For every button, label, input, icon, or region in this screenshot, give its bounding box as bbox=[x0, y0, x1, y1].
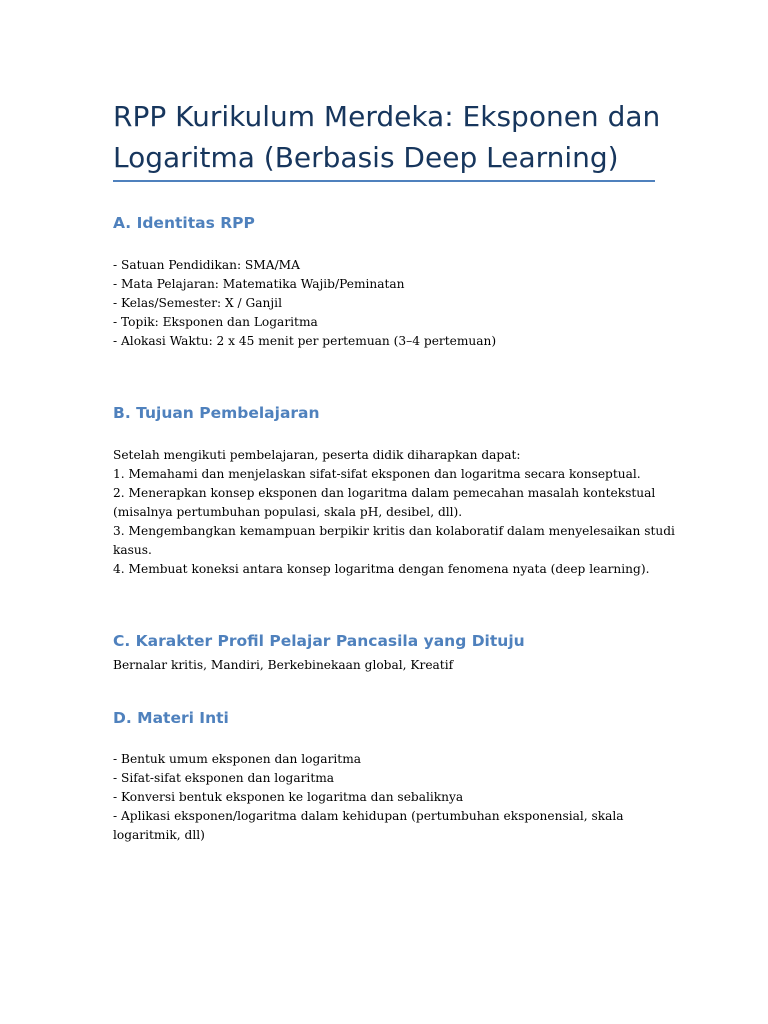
title-line-2: Logaritma (Berbasis Deep Learning) bbox=[113, 141, 619, 174]
text-line: 2. Menerapkan konsep eksponen dan logaritma dalam pemecahan masalah kontekstual bbox=[113, 486, 656, 500]
text-line: 1. Memahami dan menjelaskan sifat-sifat eksponen dan logaritma secara konseptual. bbox=[113, 467, 641, 481]
text-line: - Topik: Eksponen dan Logaritma bbox=[113, 315, 318, 329]
text-line: - Konversi bentuk eksponen ke logaritma dan sebaliknya bbox=[113, 790, 464, 804]
section-heading-identitas: A. Identitas RPP bbox=[113, 214, 255, 232]
text-line: Setelah mengikuti pembelajaran, peserta didik diharapkan dapat: bbox=[113, 448, 521, 462]
text-line: (misalnya pertumbuhan populasi, skala pH, desibel, dll). bbox=[113, 505, 463, 519]
section-body-tujuan bbox=[113, 446, 675, 579]
section-heading-materi: D. Materi Inti bbox=[113, 709, 229, 727]
text-line: logaritmik, dll) bbox=[113, 828, 205, 842]
section-body-materi bbox=[113, 750, 658, 845]
text-line: - Aplikasi eksponen/logaritma dalam kehidupan (pertumbuhan eksponensial, skala bbox=[113, 809, 624, 823]
section-body-identitas bbox=[113, 256, 658, 351]
text-line: - Kelas/Semester: X / Ganjil bbox=[113, 296, 282, 310]
title-divider bbox=[113, 180, 655, 182]
text-line: - Alokasi Waktu: 2 x 45 menit per pertemuan (3–4 pertemuan) bbox=[113, 334, 497, 348]
text-line: 4. Membuat koneksi antara konsep logaritma dengan fenomena nyata (deep learning). bbox=[113, 562, 650, 576]
text-line: - Satuan Pendidikan: SMA/MA bbox=[113, 258, 300, 272]
text-line: - Mata Pelajaran: Matematika Wajib/Peminatan bbox=[113, 277, 405, 291]
text-line: Bernalar kritis, Mandiri, Berkebinekaan global, Kreatif bbox=[113, 658, 454, 672]
section-heading-tujuan: B. Tujuan Pembelajaran bbox=[113, 404, 320, 422]
title-line-1: RPP Kurikulum Merdeka: Eksponen dan bbox=[113, 100, 661, 133]
section-heading-karakter: C. Karakter Profil Pelajar Pancasila yang Dituju bbox=[113, 632, 525, 650]
text-line: 3. Mengembangkan kemampuan berpikir kritis dan kolaboratif dalam menyelesaikan studi bbox=[113, 524, 675, 538]
section-body-karakter bbox=[113, 656, 658, 675]
text-line: - Sifat-sifat eksponen dan logaritma bbox=[113, 771, 335, 785]
document-title bbox=[113, 96, 673, 178]
text-line: kasus. bbox=[113, 543, 152, 557]
text-line: - Bentuk umum eksponen dan logaritma bbox=[113, 752, 362, 766]
